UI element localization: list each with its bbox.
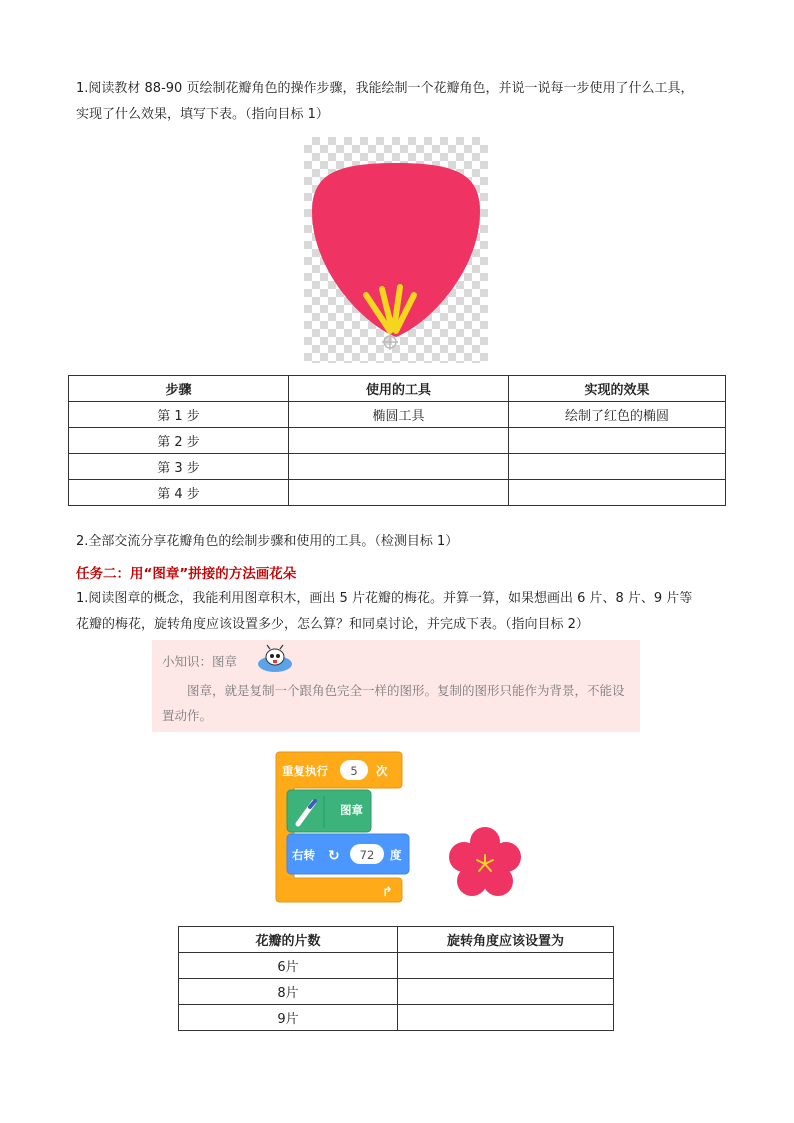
tip-body: 图章，就是复制一个跟角色完全一样的图形。复制的图形只能作为背景，不能设置动作。: [162, 683, 625, 723]
table-cell[interactable]: [289, 428, 509, 454]
turn-degree-value: 72: [359, 848, 375, 862]
stamp-tip-box: [152, 640, 640, 732]
table-cell: 绘制了红色的椭圆: [509, 402, 726, 428]
five-petal-flower-image: [445, 824, 525, 900]
table-cell: 6片: [179, 953, 398, 979]
stamp-label: 图章: [340, 803, 363, 817]
table-cell: 第 2 步: [69, 428, 289, 454]
turn-clockwise-icon: ↻: [328, 848, 340, 864]
repeat-unit: 次: [376, 764, 388, 778]
task2-instruction-line1: 1.阅读图章的概念，我能利用图章积木，画出 5 片花瓣的梅花。并算一算，如果想画出 6 片、8 片、9 片等: [76, 591, 693, 606]
turn-label: 右转: [292, 848, 315, 862]
drawing-steps-table: [68, 375, 726, 506]
petal-costume-image: [304, 137, 488, 363]
table-cell: 8片: [179, 979, 398, 1005]
table-cell: 9片: [179, 1005, 398, 1031]
header-rotation-angle: 旋转角度应该设置为: [398, 927, 614, 953]
table-cell[interactable]: [509, 480, 726, 506]
table-cell[interactable]: [289, 454, 509, 480]
header-petal-count: 花瓣的片数: [179, 927, 398, 953]
table-header-row: [179, 927, 614, 953]
scratch-code-blocks: [272, 750, 414, 905]
table-cell: 第 4 步: [69, 480, 289, 506]
table-cell[interactable]: [509, 428, 726, 454]
table-cell[interactable]: [509, 454, 726, 480]
table-row: [69, 428, 726, 454]
table-cell[interactable]: [398, 979, 614, 1005]
table-row: [179, 1005, 614, 1031]
table-cell: 第 1 步: [69, 402, 289, 428]
bee-mascot-icon: [256, 644, 294, 674]
table-cell[interactable]: [398, 1005, 614, 1031]
table-row: [179, 953, 614, 979]
header-tool: 使用的工具: [289, 376, 509, 402]
task1-instruction: [76, 76, 726, 128]
task2-instruction-line2: 花瓣的梅花，旋转角度应该设置多少，怎么算？和同桌讨论，并完成下表。（指向目标 2）: [76, 617, 589, 632]
table-row: [69, 402, 726, 428]
task1-instruction-line2: 实现了什么效果，填写下表。（指向目标 1）: [76, 107, 329, 122]
task1-share-instruction: 2.全部交流分享花瓣角色的绘制步骤和使用的工具。（检测目标 1）: [76, 534, 459, 549]
table-cell: 椭圆工具: [289, 402, 509, 428]
rotation-angle-table: [178, 926, 614, 1031]
table-row: [69, 454, 726, 480]
scratch-blocks-drawing: [272, 750, 414, 905]
petal-drawing: [304, 137, 488, 363]
repeat-count-value: 5: [350, 764, 358, 778]
table-row: [179, 979, 614, 1005]
table-cell[interactable]: [398, 953, 614, 979]
table-row: [69, 480, 726, 506]
repeat-label: 重复执行: [282, 764, 328, 778]
header-effect: 实现的效果: [509, 376, 726, 402]
turn-unit: 度: [390, 848, 402, 862]
table-cell[interactable]: [289, 480, 509, 506]
table-cell: 第 3 步: [69, 454, 289, 480]
task1-instruction-line1: 1.阅读教材 88-90 页绘制花瓣角色的操作步骤，我能绘制一个花瓣角色，并说一说每一步使用了什么工具，: [76, 81, 694, 96]
header-step: 步骤: [69, 376, 289, 402]
table-header-row: [69, 376, 726, 402]
loop-arrow-icon: ↱: [382, 885, 393, 900]
tip-title: 小知识：图章: [162, 654, 238, 669]
task2-instruction: [76, 586, 726, 638]
task2-heading: 任务二：用“图章”拼接的方法画花朵: [76, 566, 297, 582]
